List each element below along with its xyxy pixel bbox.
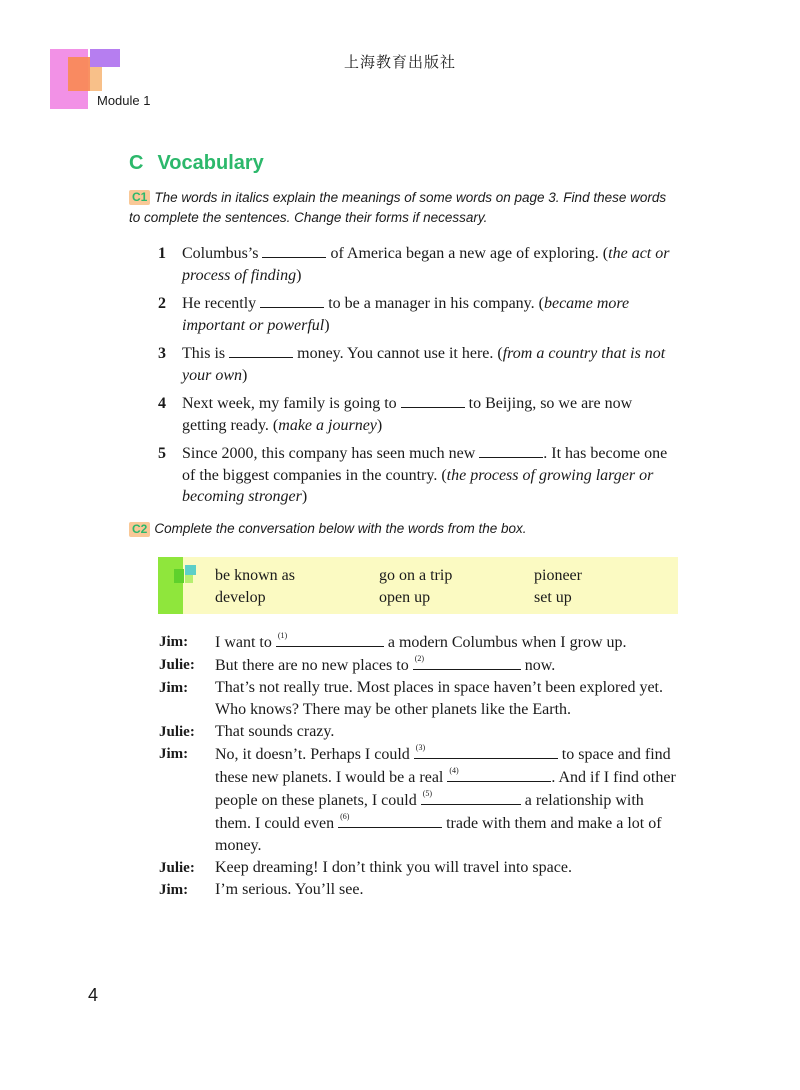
speech-text: No, it doesn’t. Perhaps I could (3) to space and find these new planets. I would be a real (4) . And if I find other people on these planets, I could (5) a relationship with them. I could even (6) trade with them and make a lot of money. (215, 743, 676, 854)
speech-text: That’s not really true. Most places in space haven’t been explored yet. Who knows? There may be other planets like the Earth. (215, 679, 663, 718)
dialogue-line (159, 654, 679, 677)
word-box (158, 557, 678, 614)
box-word: pioneer (534, 567, 582, 584)
speech-text: I’m serious. You’ll see. (215, 881, 364, 898)
answer-blank[interactable]: (3) (414, 743, 558, 759)
page-number: 4 (88, 985, 99, 1005)
c1-tag: C1 (129, 190, 150, 205)
exercise-item: 5 Since 2000, this company has seen much new . It has become one of the biggest companies in the country. (the process of growing larger or becoming stronger) (158, 445, 668, 505)
answer-blank[interactable]: (2) (413, 654, 521, 670)
dialogue-line (159, 677, 679, 721)
speech-text: Keep dreaming! I don’t think you will travel into space. (215, 859, 572, 876)
section-title: Vocabulary (157, 152, 264, 174)
answer-blank[interactable] (260, 293, 324, 308)
c1-exercise-list (158, 243, 678, 515)
section-letter: C (129, 152, 144, 174)
speaker-name: Jim: (159, 882, 189, 898)
box-word: open up (379, 589, 431, 606)
section-heading (129, 152, 264, 175)
module-label: Module 1 (97, 93, 151, 108)
c1-instruction (129, 188, 669, 228)
box-word: develop (215, 589, 266, 606)
answer-blank[interactable]: (4) (447, 766, 551, 782)
exercise-item: 4 Next week, my family is going to to Beijing, so we are now getting ready. (make a journey) (158, 395, 633, 434)
conversation (159, 631, 679, 901)
word-box-decoration (174, 569, 184, 583)
dialogue-line (159, 743, 679, 857)
answer-blank[interactable] (401, 393, 465, 408)
answer-blank[interactable] (262, 243, 326, 258)
c2-instruction-text: Complete the conversation below with the words from the box. (154, 521, 527, 536)
box-word: set up (534, 589, 572, 606)
speaker-name: Jim: (159, 680, 189, 696)
exercise-item: 3 This is money. You cannot use it here. (from a country that is not your own) (158, 345, 666, 384)
answer-blank[interactable] (229, 343, 293, 358)
answer-blank[interactable]: (6) (338, 812, 442, 828)
answer-blank[interactable]: (5) (421, 789, 521, 805)
publisher-name: 上海教育出版社 (343, 53, 456, 71)
answer-blank[interactable]: (1) (276, 631, 384, 647)
box-word: be known as (215, 567, 295, 584)
exercise-item: 1 Columbus’s of America began a new age of exploring. (the act or process of finding) (158, 245, 670, 284)
exercise-item: 2 He recently to be a manager in his company. (became more important or powerful) (158, 295, 630, 334)
word-box-accent (158, 557, 183, 614)
speech-text: That sounds crazy. (215, 723, 335, 740)
speaker-name: Jim: (159, 746, 189, 762)
dialogue-line (159, 879, 679, 901)
c1-instruction-text: The words in italics explain the meanings of some words on page 3. Find these words to complete the sentences. Change their forms if necessary. (129, 190, 667, 225)
speaker-name: Julie: (159, 657, 195, 673)
answer-blank[interactable] (479, 443, 543, 458)
box-word: go on a trip (379, 567, 453, 584)
c2-instruction (129, 521, 527, 537)
dialogue-line (159, 857, 679, 879)
word-box-decoration (185, 565, 196, 575)
word-box-decoration (185, 575, 193, 583)
c2-tag: C2 (129, 522, 150, 537)
speaker-name: Jim: (159, 634, 189, 650)
speaker-name: Julie: (159, 724, 195, 740)
speech-text: But there are no new places to (2) now. (215, 654, 556, 674)
speaker-name: Julie: (159, 860, 195, 876)
speech-text: I want to (1) a modern Columbus when I grow up. (215, 631, 627, 651)
